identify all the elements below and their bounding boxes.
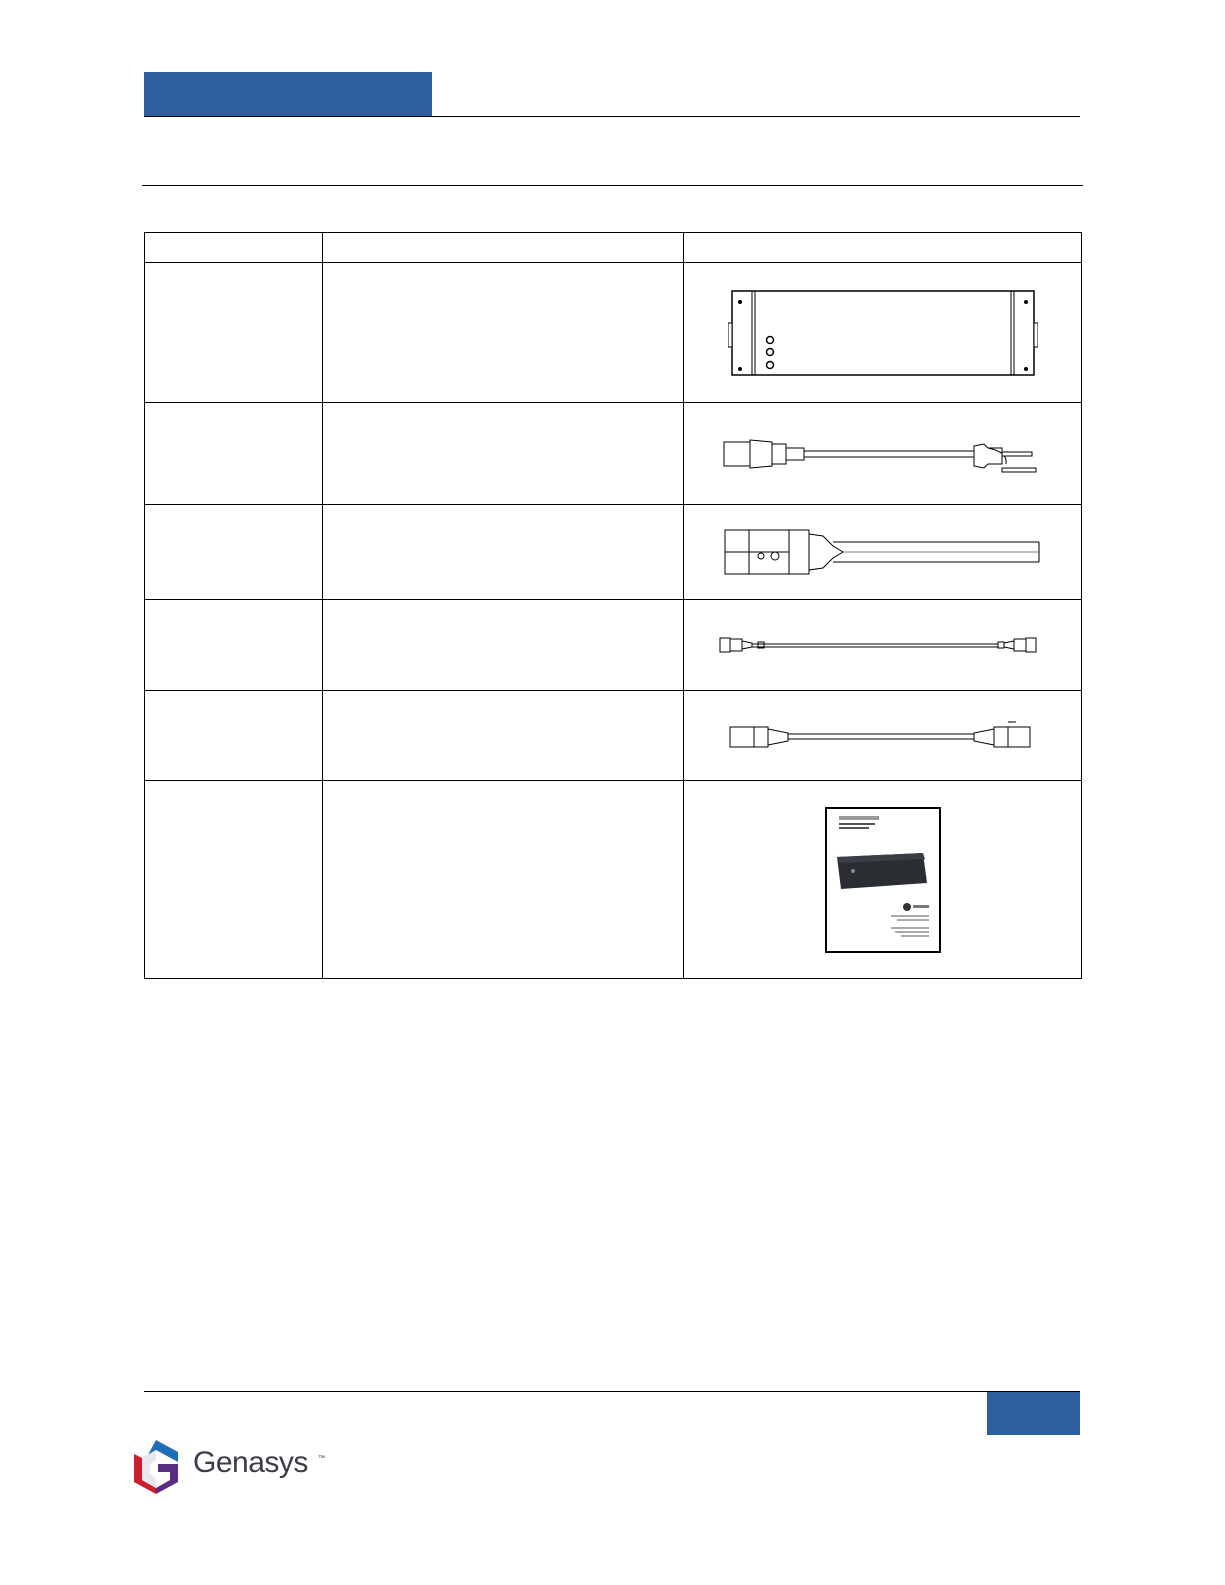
description-cell [323, 600, 684, 691]
column-header [145, 233, 323, 263]
item-cell [145, 403, 323, 505]
item-cell [145, 600, 323, 691]
image-cell [684, 600, 1082, 691]
image-cell [684, 403, 1082, 505]
description-cell [323, 691, 684, 781]
footer-rule [144, 1391, 1080, 1392]
brand-name: Genasys [193, 1446, 308, 1479]
table-header-row [145, 233, 1082, 263]
column-header [323, 233, 684, 263]
dc-cable-icon [718, 630, 1048, 660]
ac-power-cord-icon [720, 424, 1046, 484]
column-header [684, 233, 1082, 263]
description-cell [323, 403, 684, 505]
item-cell [145, 263, 323, 403]
description-cell [323, 781, 684, 979]
item-cell [145, 505, 323, 600]
image-cell [684, 505, 1082, 600]
page-number-tab [987, 1392, 1080, 1435]
battery-cable-icon [723, 526, 1043, 578]
item-cell [145, 691, 323, 781]
table-row [145, 263, 1082, 403]
image-cell [684, 691, 1082, 781]
header-rule [144, 116, 1080, 117]
table-row [145, 691, 1082, 781]
genasys-logo-icon [132, 1440, 180, 1494]
title-rule [142, 185, 1083, 186]
table-row [145, 600, 1082, 691]
manual-booklet-icon [825, 807, 941, 953]
parts-table [144, 232, 1082, 979]
item-cell [145, 781, 323, 979]
description-cell [323, 505, 684, 600]
table-row [145, 781, 1082, 979]
rack-unit-icon [728, 287, 1038, 379]
connector-cable-icon [728, 720, 1038, 752]
image-cell [684, 781, 1082, 979]
table-row [145, 505, 1082, 600]
description-cell [323, 263, 684, 403]
image-cell [684, 263, 1082, 403]
table-row [145, 403, 1082, 505]
trademark-symbol: ™ [318, 1455, 325, 1462]
header-tab [144, 72, 432, 116]
